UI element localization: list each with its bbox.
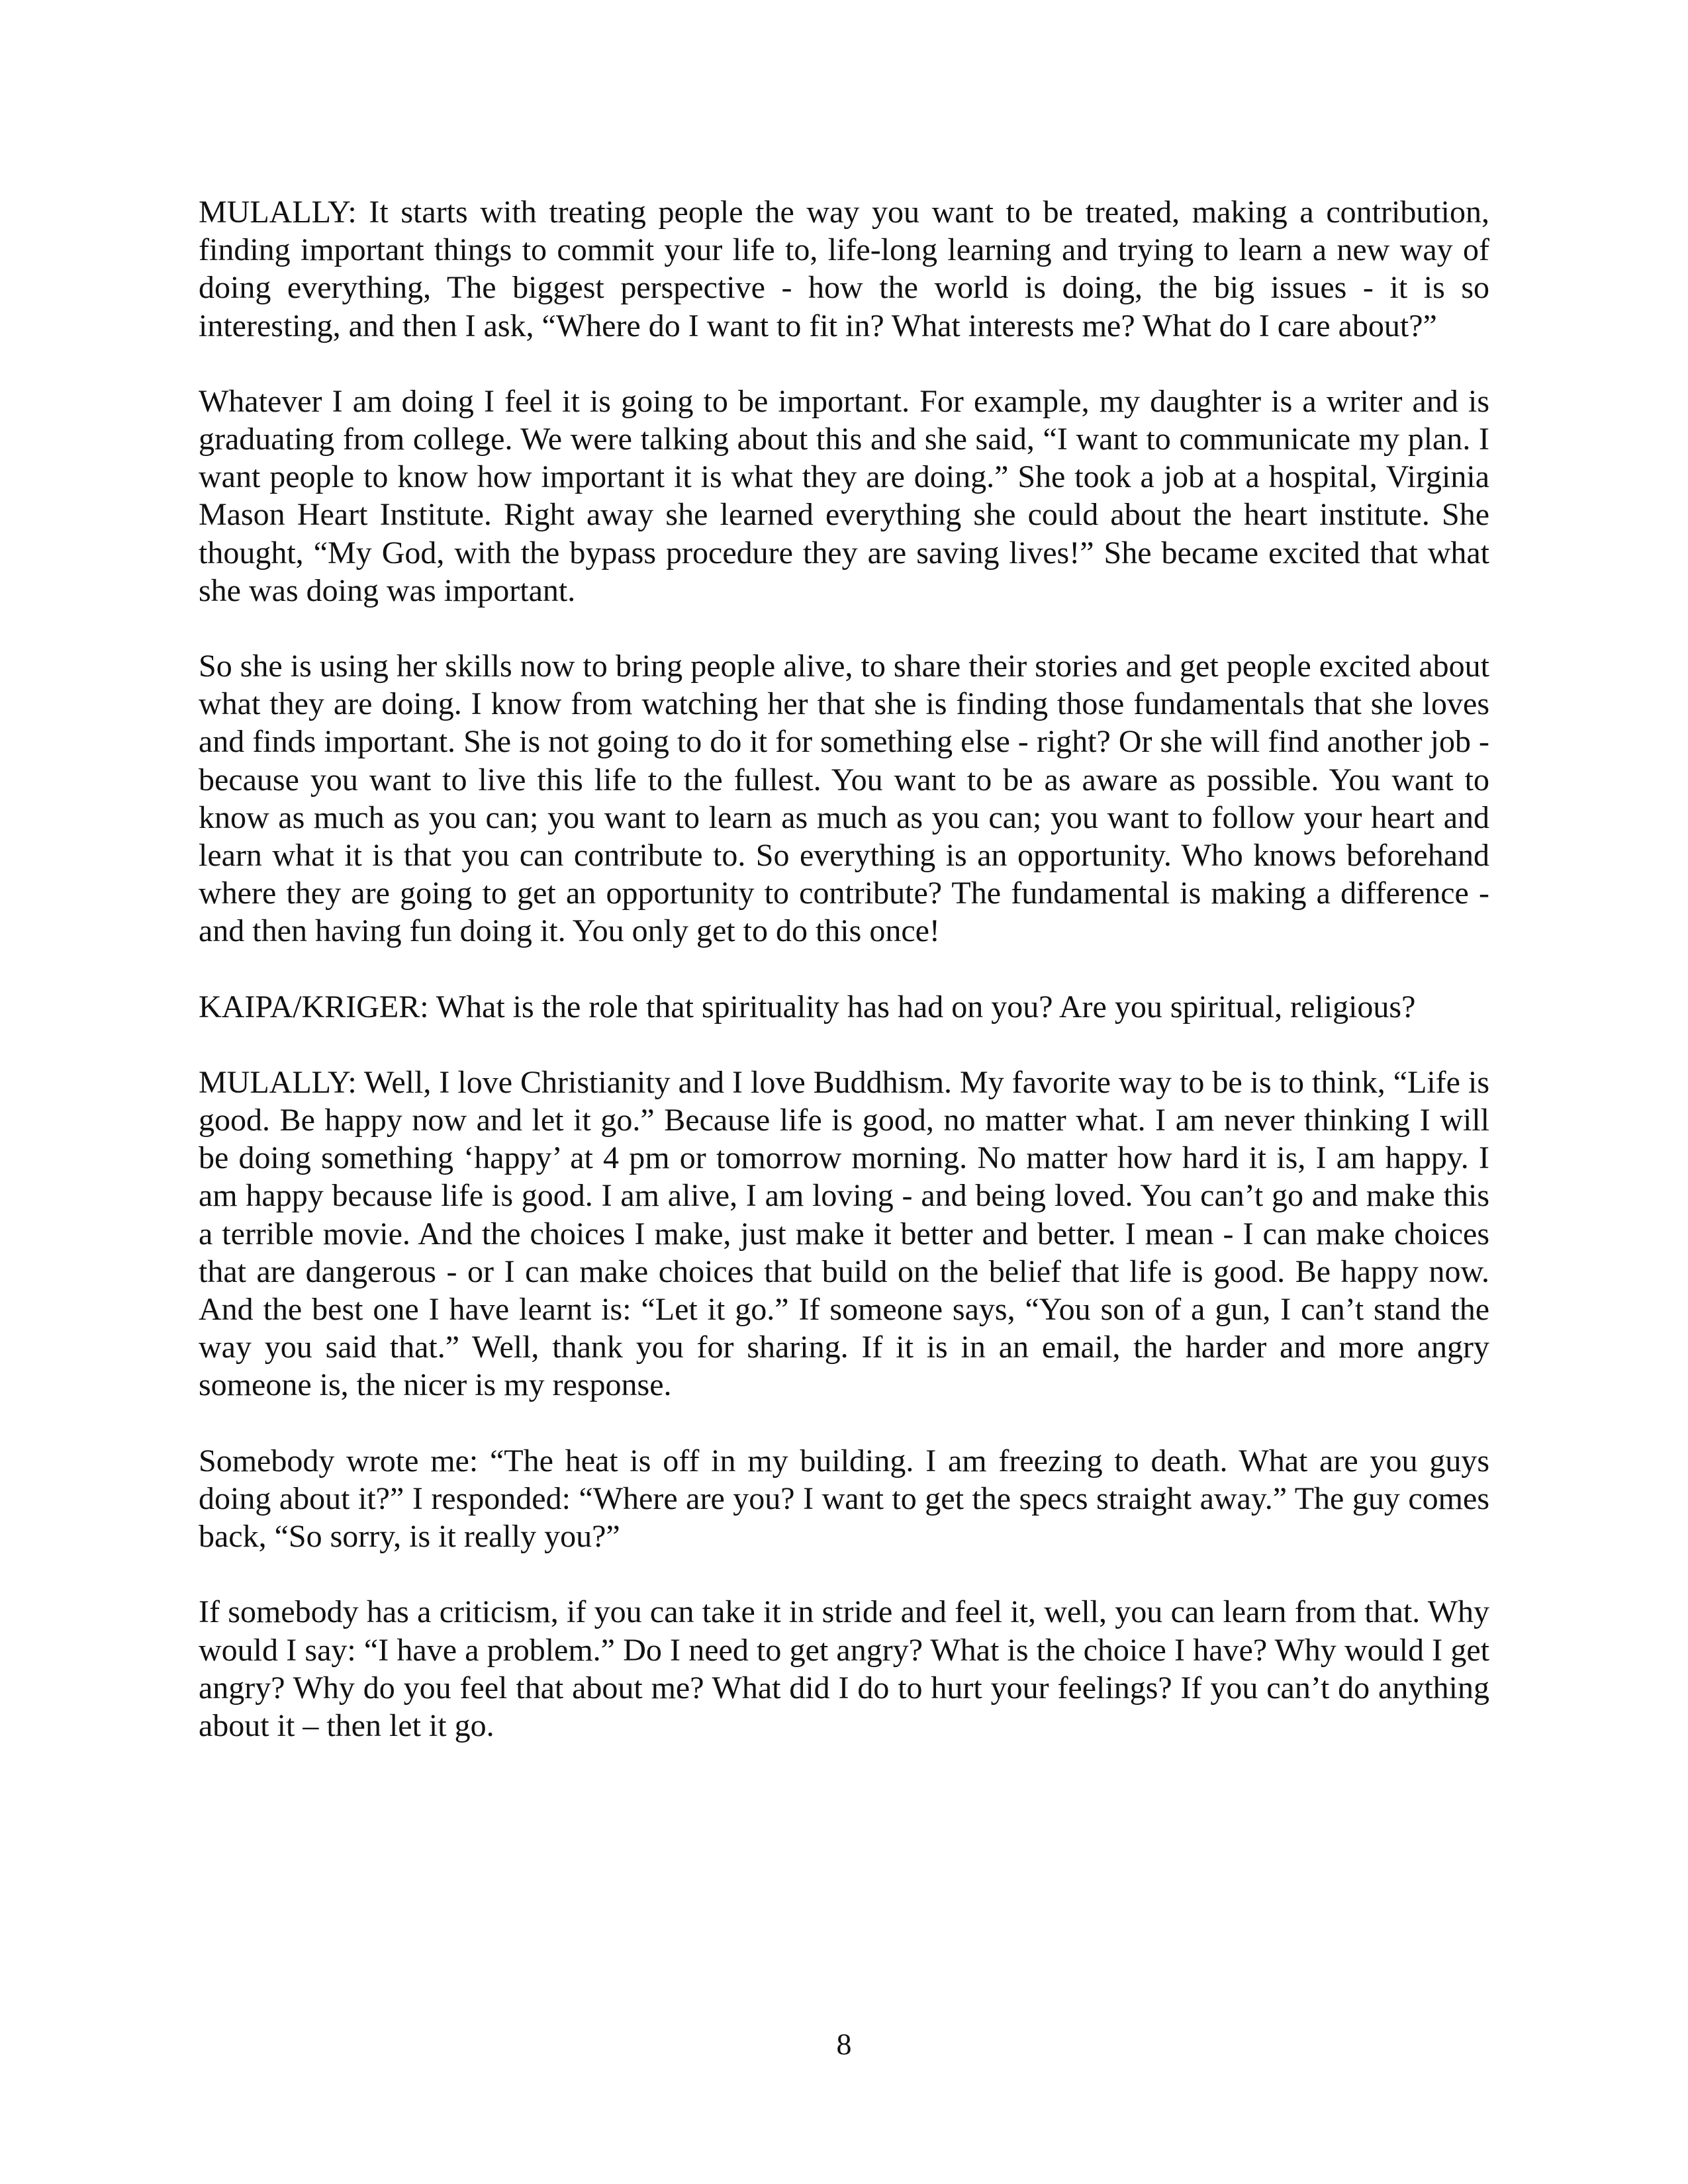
- page-number: 8: [836, 2027, 852, 2061]
- paragraph-daughter-writer: Whatever I am doing I feel it is going to be important. For example, my daughter is a writer and is graduating from college. We were talking about this and she said, “I want to communicate my plan. I want people to know how important it is what they are doing.” She took a job at a hospital, Virginia Mason Heart Institute. Right away she learned everything she could about the heart institute. She thought, “My God, with the bypass procedure they are saving lives!” She became excited that what she was doing was important.: [199, 383, 1489, 608]
- paragraph-mulally-contribution: MULALLY: It starts with treating people the way you want to be treated, making a contribution, finding important things to commit your life to, life-long learning and trying to learn a new way of doing everything, The biggest perspective - how the world is doing, the big issues - it is so interesting, and then I ask, “Where do I want to fit in? What interests me? What do I care about?”: [199, 195, 1489, 343]
- paragraph-heat-email: Somebody wrote me: “The heat is off in my building. I am freezing to death. What are you guys doing about it?” I responded: “Where are you? I want to get the specs straight away.” The guy comes back, “So sorry, is it really you?”: [199, 1443, 1489, 1555]
- paragraph-mulally-life-is-good: MULALLY: Well, I love Christianity and I love Buddhism. My favorite way to be is to think, “Life is good. Be happy now and let it go.” Because life is good, no matter what. I am never thinking I will be doing something ‘happy’ at 4 pm or tomorrow morning. No matter how hard it is, I am happy. I am happy because life is good. I am alive, I am loving - and being loved. You can’t go and make this a terrible movie. And the choices I make, just make it better and better. I mean - I can make choices that are dangerous - or I can make choices that build on the belief that life is good. Be happy now. And the best one I have learnt is: “Let it go.” If someone says, “You son of a gun, I can’t stand the way you said that.” Well, thank you for sharing. If it is in an email, the harder and more angry someone is, the nicer is my response.: [199, 1064, 1489, 1403]
- paragraph-question-spirituality: KAIPA/KRIGER: What is the role that spirituality has had on you? Are you spiritual, religious?: [199, 989, 1416, 1024]
- page-body: [199, 193, 1489, 1782]
- paragraph-criticism: If somebody has a criticism, if you can take it in stride and feel it, well, you can learn from that. Why would I say: “I have a problem.” Do I need to get angry? What is the choice I have? Why would I get angry? Why do you feel that about me? What did I do to hurt your feelings? If you can’t do anything about it – then let it go.: [199, 1594, 1489, 1743]
- paragraph-skills-opportunity: So she is using her skills now to bring people alive, to share their stories and get people excited about what they are doing. I know from watching her that she is finding those fundamentals that she loves and finds important. She is not going to do it for something else - right? Or she will find another job - because you want to live this life to the fullest. You want to be as aware as possible. You want to know as much as you can; you want to learn as much as you can; you want to follow your heart and learn what it is that you can contribute to. So everything is an opportunity. Who knows beforehand where they are going to get an opportunity to contribute? The fundamental is making a difference - and then having fun doing it. You only get to do this once!: [199, 649, 1489, 949]
